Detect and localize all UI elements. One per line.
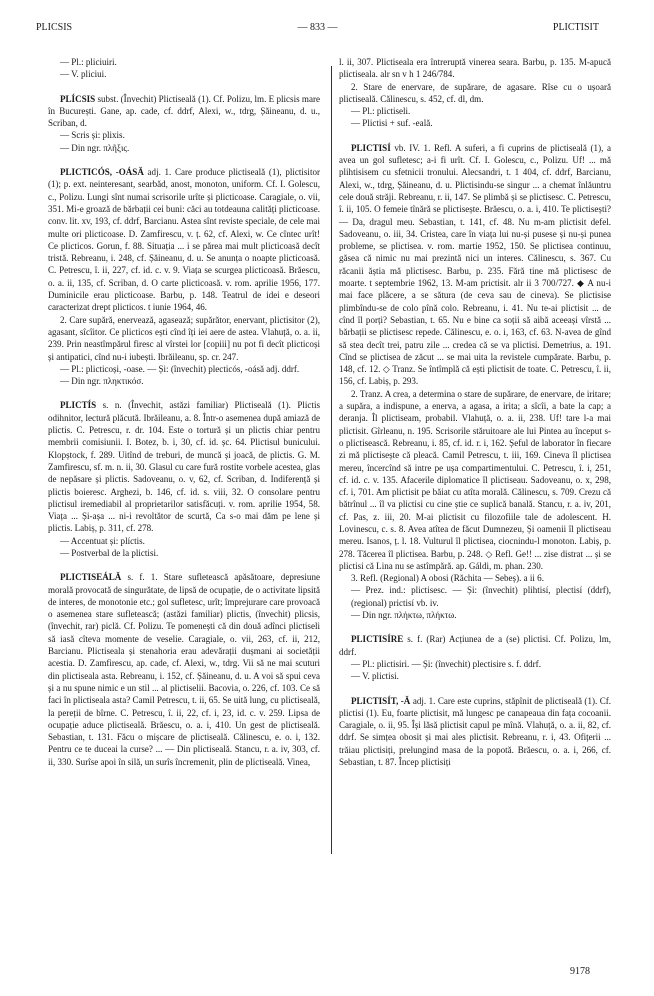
right-column [339, 56, 611, 768]
entry-subnote [48, 56, 320, 68]
entry-text: — Scris și: plixis. [60, 130, 125, 141]
entry-text: — Pl.: plicticoși, -oase. — Și: (învechit) plecticós, -oásă adj. ddrf. [60, 363, 300, 374]
dictionary-entry [48, 166, 320, 314]
dictionary-entry [339, 695, 611, 769]
headword: PLICTICÓS, -OÁSĂ [60, 167, 144, 178]
entry-subnote [48, 363, 320, 375]
entry-sense [339, 388, 611, 572]
headword: PLICTISÍRE [351, 634, 404, 645]
entry-text: — Prez. ind.: plictisesc. — Și: (învechit) plihtisí, plectisí (ddrf), (regional) prictisí vb. iv. [351, 585, 611, 608]
headword: PLICTISEÁLĂ [60, 572, 122, 583]
entry-text: — V. pliciui. [60, 69, 107, 80]
entry-text: 2. Care supără, enervează, agasează; supărător, enervant, plictisitor (2), agasant, sîcîitor. Ce plicticos ești cînd îți iei aere de astea. Vlahuță, o. a. ii, 239. Prin neastîmpărul firesc al vîrstei lor [copiii] nu pot fi decît plicticoși și antipatici, cînd nu-i iubești. Ibrăileanu, sp. cr. 247. [48, 314, 320, 362]
entry-subnote [48, 535, 320, 547]
entry-text: — Din ngr. πλῆξις. [60, 142, 130, 153]
entry-text: — Pl.: plictisiri. — Și: (învechit) plectisire s. f. ddrf. [351, 658, 541, 669]
entry-text: vb. IV. 1. Refl. A suferi, a fi cuprins de plictiseală (1), a avea un gol sufletesc; a-i fi urît. Cf. I. Golescu, c., Polizu. Uf! ... mă plihtisisem cu sfetnicii tronului. Alecsandri, t. 1 404, cf. ddrf, Barcianu, Alexi, w., tdrg, Șăineanu, d. u. Plictisindu-se singur ... a chemat înlăuntru cele două străji. Rebreanu, r. ii, 147. Se plimbă și se plictisesc. C. Petrescu, î. ii, 105. O femeie tînără se plictisește. Brăescu, o. a. i, 410. Te plictisești? — Da, dragul meu. Sebastian, t. 141, cf. 48. Nu m-am plictisit defel. Sadoveanu, o. iii, 34. Cristea, care în viața lui nu-și pusese și nu-și punea probleme, se plictisea. v. rom. martie 1952, 150. Se plictisea continuu, găsea că nimic nu mai prezintă nici un interes. Călinescu, s. 367. Cu răcanii ăștia mă plictisesc. Barbu, p. 235. Fără tine mă plictisesc de moarte. t septembrie 1962, 13. M-am prictisit. alr ii 3 700/727. ◆ A nu-i mai face plăcere, a se sătura (de ceva sau de cineva). Se plictisise plimbîndu-se de colo pînă colo. Rebreanu, i. 41. Nu te-ai plictisit ... de cînd îl porți? Sebastian, t. 65. Nu e bine ca soții să aibă aceeași vîrstă ... bărbații se plictisesc repede. Călinescu, e. o. i, 163, cf. 63. N-avea de gînd să stea decît trei, patru zile ... credea că se va plictisi. Demetrius, a. 191. Cînd se plictisea de zăcut ... se mai uita la revistele cumpărate. Barbu, p. 148, cf. 12. ◇ Tranz. Se întîmplă că ești plictisit de toate. C. Petrescu, î. ii, 156, cf. Labiș, p. 293. [339, 142, 611, 387]
entry-spacer [339, 621, 611, 633]
entry-sense [339, 81, 611, 106]
dictionary-entry [48, 571, 320, 768]
entry-text: adj. 1. Care este cuprins, stăpînit de plictiseală (1). Cf. plictisi (1). Eu, foarte plictisit, mă lungesc pe canapeaua din fața cocoanii. Caragiale, o. ii, 95. Își lăsă plictisit capul pe mînă. Vlahuță, o. a. ii, 82, cf. ddrf. Se simțea obosit și mai ales plictisit. Rebreanu, r. i, 43. Ofițerii ... trăiau plictisiți, prelungind masa de la popotă. Brăescu, o. a. i, 266, cf. Sebastian, t. 87. Încep plictisiți [339, 695, 611, 768]
entry-subnote [48, 142, 320, 154]
entry-text: 2. Stare de enervare, de supărare, de agasare. Rîse cu o ușoară plictiseală. Călinescu, s. 452, cf. dl, dm. [339, 81, 611, 104]
entry-subnote [339, 670, 611, 682]
headword: PLICTISÍT, -Ă [351, 695, 411, 706]
headword: PLÍCSIS [60, 93, 96, 104]
entry-text: — Plictisi + suf. -eală. [351, 118, 433, 129]
entry-subnote [339, 658, 611, 670]
dictionary-entry [339, 633, 611, 658]
entry-text: — Postverbal de la plictisi. [60, 547, 159, 558]
entry-text: — Din ngr. πληκτικόσ. [60, 376, 144, 387]
entry-spacer [339, 130, 611, 142]
entry-subnote [48, 375, 320, 387]
headword: PLICTÍS [60, 400, 97, 411]
entry-text: — Din ngr. πλήκτω, πλήκτω. [351, 610, 457, 621]
entry-spacer [48, 559, 320, 571]
column-divider [331, 66, 332, 854]
entry-continuation [339, 56, 611, 81]
entry-sense [339, 572, 611, 584]
entry-subnote [339, 117, 611, 129]
entry-text: l. ii, 307. Plictiseala era întreruptă vinerea seara. Barbu, p. 135. M-apucă plictiseala. alr sn v h 1 246/784. [339, 57, 611, 80]
entry-text: s. f. 1. Stare sufletească apăsătoare, depresiune morală provocată de singurătate, de lipsă de ocupație, de o activitate lipsită de interes, de monotonie etc.; gol sufletesc, urît; împrejurare care provoacă o asemenea stare sufletească; (astăzi familiar) plictis, (învechit) plicsis, (învechit, rar) piclă. Cf. Polizu. Te pomenești că din două adînci plictiseli să iasă cîteva momente de veselie. Caragiale, o. vii, 263, cf. ii, 212, Barcianu. Plictiseala și stenahoria erau adevărații dușmani ai societății acestia. D. Zamfirescu, ap. cade, cf. Alexi, w., tdrg. Vii să ne mai scuturi din plictiseala asta. Rebreanu, i. 152, cf. Șăineanu, d. u. A voi să spui ceva și a nu spune nimic e un stil ... al plictiselii. Bacovia, o. 226, cf. 103. Ce să faci în plictiseala asta? Camil Petrescu, t. ii, 65. Se uită lung, cu plictiseală, la pereții de bîrne. C. Petrescu, î. ii, 22, cf. i, 23, id. c. v. 259. Lipsa de ocupație aduce plictiseală. Brăescu, o. a. i, 410. Un gest de plictiseală. Sebastian, t. 131. Făcu o mișcare de plictiseală. Călinescu, e. o. i, 132. Pentru ce te duceai la curse? ... — Din plictiseală. Stancu, r. a. iv, 303, cf. ii, 330. Surîse apoi în silă, un surîs încremenit, plin de plictiseală. Vinea, [48, 572, 320, 767]
left-guideword: PLICSIS [36, 22, 73, 33]
entry-text: s. n. (Învechit, astăzi familiar) Plictiseală (1). Plictis odihnitor, lectură plăcută. Ibrăileanu, a. 8. Într-o asemenea după amiază de plictis. C. Petrescu, r. dr. 104. Este o tortură și un plictis chiar pentru membrii comisiunii. I. Botez, b. i, 30, cf. id. șc. 64. Plictisul bunicului. Klopștock, f. 289. Uitînd de treburi, de muncă și joacă, de plictis. G. M. Zamfirescu, sf. m. n. ii, 30. Glasul cu care fură rostite vorbele acestea, glas de nepăsare și plictis. Sadoveanu, o. v, 62, cf. Scriban, d. Indiferență și plictis boieresc. Arghezi, b. 146, cf. id. s. viii, 32. O consolare pentru plictisul iremediabil al proprietarilor satisfăcuți. v. rom. aprilie 1954, 58. Viața ... Și-așa ... ni-i revoltător de scurtă, Ca s-o mai dăm pe lene și plictis. Labiș, p. 311, cf. 278. [48, 400, 320, 534]
dictionary-entry [339, 142, 611, 388]
entry-text: — Pl.: pliciuiri. [60, 57, 117, 67]
entry-spacer [48, 81, 320, 93]
right-guideword: PLICTISIT [552, 22, 599, 33]
running-header [36, 22, 599, 36]
dictionary-entry [48, 93, 320, 130]
entry-text: — V. plictisi. [351, 671, 399, 682]
entry-sense [48, 314, 320, 363]
entry-subnote [339, 584, 611, 609]
entry-spacer [48, 387, 320, 399]
entry-text: subst. (Învechit) Plictiseală (1). Cf. Polizu, lm. E plicsis mare în București. Gane, ap. cade, cf. ddrf, Alexi, w., tdrg, Șăineanu, d. u., Scriban, d. [48, 93, 320, 129]
entry-spacer [48, 154, 320, 166]
left-column [48, 56, 320, 768]
page-footer-code: 9178 [570, 966, 590, 977]
entry-subnote [339, 609, 611, 621]
dictionary-entry [48, 399, 320, 534]
entry-text: 3. Refl. (Regional) A obosi (Răchita — Sebeș). a ii 6. [351, 573, 544, 584]
page-number: — 833 — [297, 22, 338, 33]
entry-spacer [339, 683, 611, 695]
entry-text: adj. 1. Care produce plictiseală (1), plictisitor (1); p. ext. neinteresant, searbăd, anost, monoton, uniform. Cf. I. Golescu, c., Polizu. Lungi sînt numai scrisorile urîte și plicticoase. Caragiale, o. vii, 351. Mi-e groază de bărbații cei buni: căci au totdeauna calități plicticoase. conv. lit. xv, 193, cf. ddrf, Barcianu. Astea sînt reviste speciale, de cele mai multe ori plicticoase. D. Zamfirescu, v. ț. 62, cf. Alexi, w. Ce cîntec urît! Ce plicticos. Gorun, f. 88. Situația ... i se părea mai mult plicticoasă decît tristă. Rebreanu, i. 248, cf. Șăineanu, d. u. Se anunța o noapte plicticoasă. C. Petrescu, î. ii, 227, cf. id. c. v. 9. Viața se scurgea plicticoasă. Brăescu, o. a. ii, 135, cf. Scriban, d. O carte plicticoasă. v. rom. aprilie 1956, 177. Duminicile erau plicticoase. Barbu, p. 148. Teatrul de idei e deseori caracterizat drept plicticos. t iunie 1964, 46. [48, 167, 320, 313]
entry-text: — Accentuat și: plíctis. [60, 535, 145, 546]
entry-subnote [339, 105, 611, 117]
entry-subnote [48, 68, 320, 80]
headword: PLICTISÍ [351, 142, 391, 153]
entry-text: — Pl.: plictiseli. [351, 106, 411, 117]
entry-text: 2. Tranz. A crea, a determina o stare de supărare, de enervare, de iritare; a supăra, a indispune, a enerva, a agasa, a irita; a sîcîi, a bate la cap; a deranja. Îl plictiseam, probabil. Vlahuță, o. a. ii, 238. Uf! tare l-a mai plictisit. Gîrleanu, n. 195. Scrisorile stăruitoare ale lui Pintea au început s-o plictisească. Rebreanu, i. 85, cf. id. r. i, 162. Șeful de laborator în fiecare zi mă plictisește că pleacă. Camil Petrescu, t. iii, 169. Cineva îl plictisea mereu, încercînd să intre pe ușa compartimentului. C. Petrescu, î. i, 251, cf. id. c. v. 135. Afacerile diplomatice îl plictiseau. Sadoveanu, o. x, 298, cf. i, 701. Am plictisit pe băiat cu atîta morală. Călinescu, s. 709. Crezu că bătrînul ... îl va plictisi cu cine știe ce suplică banală. Stancu, r. a. iv, 201, cf. Pas, z. iii, 20. M-ai plictisit cu filozofiile tale de adolescent. H. Lovinescu, c. s. 8. Avea atîtea de făcut Dumnezeu, Și oamenii îl plictiseau mereu. Isanos, ț. l. 18. Vulturul îl plictisea, ciocnindu-l monoton. Labiș, p. 278. Tăcerea îl plictisea. Barbu, p. 248. ◇ Refl. Ge!! ... zise distrat ... și se plictisi că Lina nu se astîmpără. ap. Gáldi, m. phan. 230. [339, 388, 611, 571]
entry-subnote [48, 129, 320, 141]
entry-text: s. f. (Rar) Acțiunea de a (se) plictisi. Cf. Polizu, lm, ddrf. [339, 634, 611, 657]
entry-subnote [48, 547, 320, 559]
